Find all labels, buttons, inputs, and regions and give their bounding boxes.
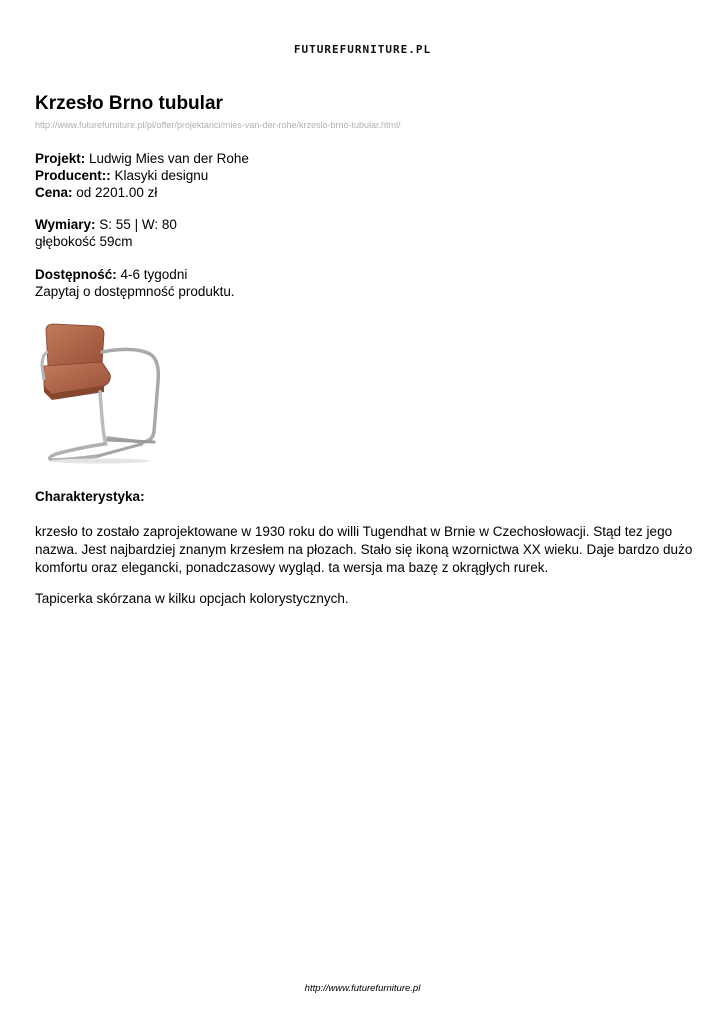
wymiary-value: S: 55 | W: 80	[99, 217, 177, 232]
cena-value: od 2201.00 zł	[76, 185, 158, 200]
cena-row	[35, 184, 249, 201]
availability	[35, 266, 235, 300]
glebokosc-row: głębokość 59cm	[35, 234, 133, 249]
characteristics-heading: Charakterystyka:	[35, 489, 145, 504]
wymiary-row	[35, 216, 177, 233]
site-logo: FUTUREFURNITURE.PL	[293, 43, 432, 56]
dostepnosc-row	[35, 266, 235, 283]
dostepnosc-label: Dostępność:	[35, 267, 117, 282]
cena-label: Cena:	[35, 185, 73, 200]
dostepnosc-value: 4-6 tygodni	[120, 267, 188, 282]
producent-value: Klasyki designu	[114, 168, 209, 183]
upholstery-note: Tapicerka skórzana w kilku opcjach kolorystycznych.	[35, 591, 349, 606]
availability-inquiry: Zapytaj o dostępmność produktu.	[35, 284, 235, 299]
wymiary-label: Wymiary:	[35, 217, 96, 232]
chair-image	[38, 322, 162, 464]
projekt-value: Ludwig Mies van der Rohe	[89, 151, 249, 166]
description-paragraph: krzesło to zostało zaprojektowane w 1930 roku do willi Tugendhat w Brnie w Czechosłowacji. Stąd tez jego nazwa. Jest najbardziej znanym krzesłem na płozach. Stało się ikoną wzornictwa XX wieku. Daje bardzo dużo komfortu oraz elegancki, ponadczasowy wygląd. ta wersja ma bazę z okrągłych rurek.	[35, 524, 693, 575]
producent-row	[35, 167, 249, 184]
product-title: Krzesło Brno tubular	[35, 93, 223, 114]
product-url[interactable]: http://www.futurefurniture.pl/pl/offer/projektanci/mies-van-der-rohe/krzeslo-brno-tubular.html/	[35, 120, 401, 130]
projekt-row	[35, 150, 249, 167]
footer-url[interactable]: http://www.futurefurniture.pl	[304, 983, 421, 994]
dimensions	[35, 216, 177, 250]
product-details	[35, 150, 249, 201]
projekt-label: Projekt:	[35, 151, 86, 166]
producent-label: Producent::	[35, 168, 111, 183]
